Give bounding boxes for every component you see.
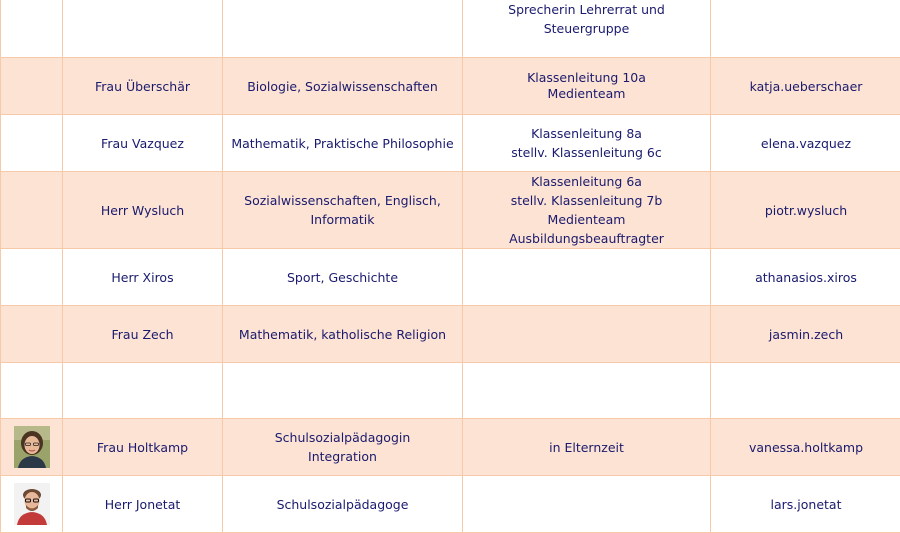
roles-cell	[463, 115, 711, 172]
table-row	[1, 172, 900, 249]
subjects-cell	[223, 306, 463, 363]
table-row	[1, 0, 900, 58]
email-cell	[711, 363, 900, 419]
table-row	[1, 115, 900, 172]
role-line: stellv. Klassenleitung 7b	[469, 191, 704, 210]
roles-cell	[463, 363, 711, 419]
email-cell	[711, 0, 900, 58]
photo-cell	[1, 306, 63, 363]
subject-line: Sozialwissenschaften, Englisch,	[229, 191, 456, 210]
email-cell: lars.jonetat	[711, 476, 900, 533]
photo-cell	[1, 115, 63, 172]
subject-line: Sport, Geschichte	[229, 268, 456, 287]
man-portrait-icon	[14, 483, 50, 525]
subjects-cell	[223, 172, 463, 249]
table-row	[1, 363, 900, 419]
subject-line: Mathematik, Praktische Philosophie	[229, 134, 456, 153]
photo-cell	[1, 249, 63, 306]
photo-cell	[1, 172, 63, 249]
role-line: Klassenleitung 8a	[469, 124, 704, 143]
name-cell: Herr Wysluch	[63, 172, 223, 249]
role-line: Klassenleitung 6a	[469, 172, 704, 191]
subject-line: Mathematik, katholische Religion	[229, 325, 456, 344]
photo-cell	[1, 419, 63, 476]
subjects-cell	[223, 476, 463, 533]
subject-line: Biologie, Sozialwissenschaften	[229, 77, 456, 96]
photo-cell	[1, 58, 63, 115]
name-cell	[63, 363, 223, 419]
roles-cell	[463, 249, 711, 306]
table-row	[1, 58, 900, 115]
subjects-cell	[223, 58, 463, 115]
subjects-cell	[223, 419, 463, 476]
table-row	[1, 419, 900, 476]
table-row	[1, 476, 900, 533]
name-cell: Herr Jonetat	[63, 476, 223, 533]
roles-cell	[463, 58, 711, 115]
email-cell: vanessa.holtkamp	[711, 419, 900, 476]
photo-cell	[1, 363, 63, 419]
email-cell: katja.ueberschaer	[711, 58, 900, 115]
name-cell	[63, 0, 223, 58]
table-row	[1, 306, 900, 363]
table-row	[1, 249, 900, 306]
photo-cell	[1, 0, 63, 58]
role-line: Steuergruppe	[469, 19, 704, 38]
role-line: Medienteam	[469, 86, 704, 102]
email-cell: jasmin.zech	[711, 306, 900, 363]
roles-cell	[463, 476, 711, 533]
role-line: Klassenleitung 10a	[469, 70, 704, 86]
role-line: Medienteam	[469, 210, 704, 229]
email-cell: athanasios.xiros	[711, 249, 900, 306]
subject-line: Informatik	[229, 210, 456, 229]
role-line: in Elternzeit	[469, 438, 704, 457]
subjects-cell	[223, 115, 463, 172]
role-line: stellv. Klassenleitung 6c	[469, 143, 704, 162]
name-cell: Frau Überschär	[63, 58, 223, 115]
name-cell: Herr Xiros	[63, 249, 223, 306]
roles-cell	[463, 172, 711, 249]
avatar	[14, 426, 50, 468]
subjects-cell	[223, 0, 463, 58]
roles-cell	[463, 419, 711, 476]
email-cell: piotr.wysluch	[711, 172, 900, 249]
subject-line: Integration	[229, 447, 456, 466]
subjects-cell	[223, 363, 463, 419]
subject-line: Schulsozialpädagoge	[229, 495, 456, 514]
role-line: Ausbildungsbeauftragter	[469, 229, 704, 248]
subjects-cell	[223, 249, 463, 306]
avatar	[14, 483, 50, 525]
role-line: Sprecherin Lehrerrat und	[469, 0, 704, 19]
roles-cell	[463, 0, 711, 58]
subject-line: Schulsozialpädagogin	[229, 428, 456, 447]
roles-cell	[463, 306, 711, 363]
name-cell: Frau Holtkamp	[63, 419, 223, 476]
name-cell: Frau Vazquez	[63, 115, 223, 172]
email-cell: elena.vazquez	[711, 115, 900, 172]
woman-portrait-icon	[14, 426, 50, 468]
name-cell: Frau Zech	[63, 306, 223, 363]
photo-cell	[1, 476, 63, 533]
